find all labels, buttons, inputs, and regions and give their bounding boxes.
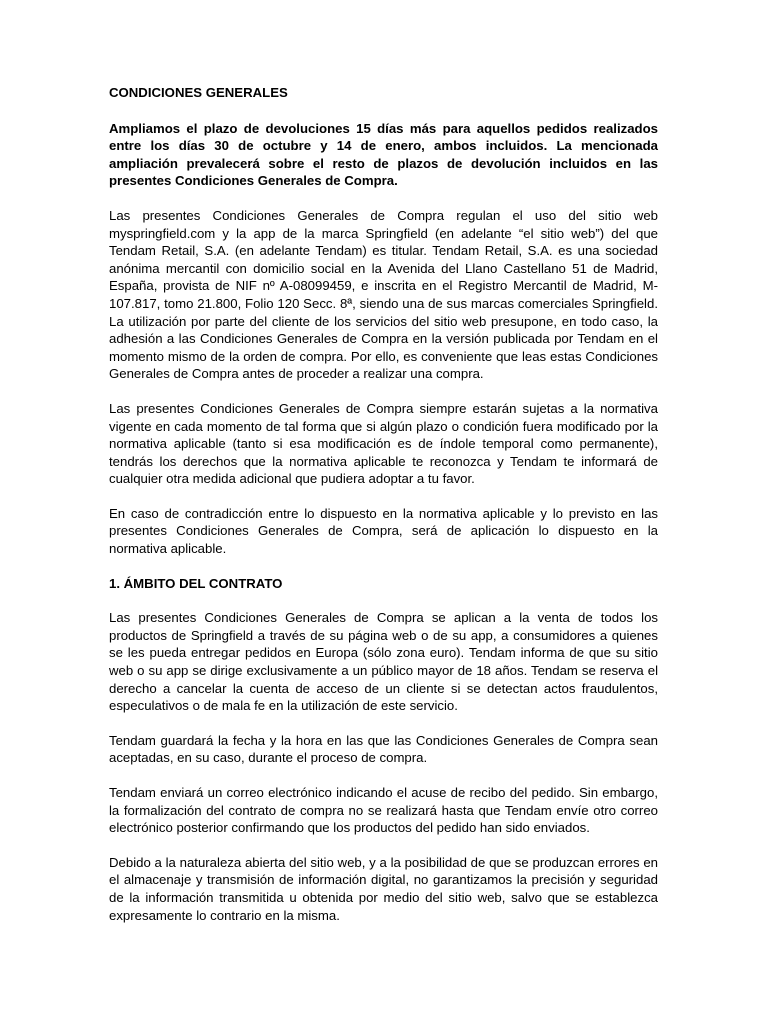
section-1-paragraph-date: Tendam guardará la fecha y la hora en las que las Condiciones Generales de Compra sean aceptadas, en su caso, durante el proceso de compra. xyxy=(109,732,658,766)
paragraph-regulations: Las presentes Condiciones Generales de Compra siempre estarán sujetas a la normativa vigente en cada momento de tal forma que si algún plazo o condición fuera modificado por la normativa aplicable (tanto si esa modificación es de índole temporal como permanente), tendrás los derechos que la normativa aplicable te reconozca y Tendam te informará de cualquier otra medida adicional que pudiera adoptar a tu favor. xyxy=(109,400,658,487)
section-1-paragraph-security: Debido a la naturaleza abierta del sitio web, y a la posibilidad de que se produzcan errores en el almacenaje y transmisión de información digital, no garantizamos la precisión y seguridad de la información transmitida u obtenida por medio del sitio web, salvo que se establezca expresamente lo contrario en la misma. xyxy=(109,854,658,923)
intro-bold-paragraph: Ampliamos el plazo de devoluciones 15 días más para aquellos pedidos realizados entre los días 30 de octubre y 14 de enero, ambos incluidos. La mencionada ampliación prevalecerá sobre el resto de plazos de devolución incluidos en las presentes Condiciones Generales de Compra. xyxy=(109,120,658,189)
section-1-paragraph-scope: Las presentes Condiciones Generales de Compra se aplican a la venta de todos los productos de Springfield a través de su página web o de su app, a consumidores a quienes se les pueda entregar pedidos en Europa (sólo zona euro). Tendam informa de que su sitio web o su app se dirige exclusivamente a un público mayor de 18 años. Tendam se reserva el derecho a cancelar la cuenta de acceso de un cliente si se detectan actos fraudulentos, especulativos o de mala fe en la utilización de este servicio. xyxy=(109,610,658,714)
section-heading-ambito: 1. ÁMBITO DEL CONTRATO xyxy=(109,575,283,591)
paragraph-site-usage: Las presentes Condiciones Generales de Compra regulan el uso del sitio web myspringfield.com y la app de la marca Springfield (en adelante “el sitio web”) del que Tendam Retail, S.A. (en adelante Tendam) es titular. Tendam Retail, S.A. es una sociedad anónima mercantil con domicilio social en la Avenida del Llano Castellano 51 de Madrid, España, provista de NIF nº A-08099459, e inscrita en el Registro Mercantil de Madrid, M-107.817, tomo 21.800, Folio 120 Secc. 8ª, siendo una de sus marcas comerciales Springfield. La utilización por parte del cliente de los servicios del sitio web presupone, en todo caso, la adhesión a las Condiciones Generales de Compra en la versión publicada por Tendam en el momento mismo de la orden de compra. Por ello, es conveniente que leas estas Condiciones Generales de Compra antes de proceder a realizar una compra. xyxy=(109,207,658,382)
paragraph-contradiction: En caso de contradicción entre lo dispuesto en la normativa aplicable y lo previsto en las presentes Condiciones Generales de Compra, será de aplicación lo dispuesto en la normativa aplicable. xyxy=(109,505,658,557)
document-title: CONDICIONES GENERALES xyxy=(109,85,288,100)
section-1-paragraph-email: Tendam enviará un correo electrónico indicando el acuse de recibo del pedido. Sin embargo, la formalización del contrato de compra no se realizará hasta que Tendam envíe otro correo electrónico posterior confirmando que los productos del pedido han sido enviados. xyxy=(109,785,658,836)
